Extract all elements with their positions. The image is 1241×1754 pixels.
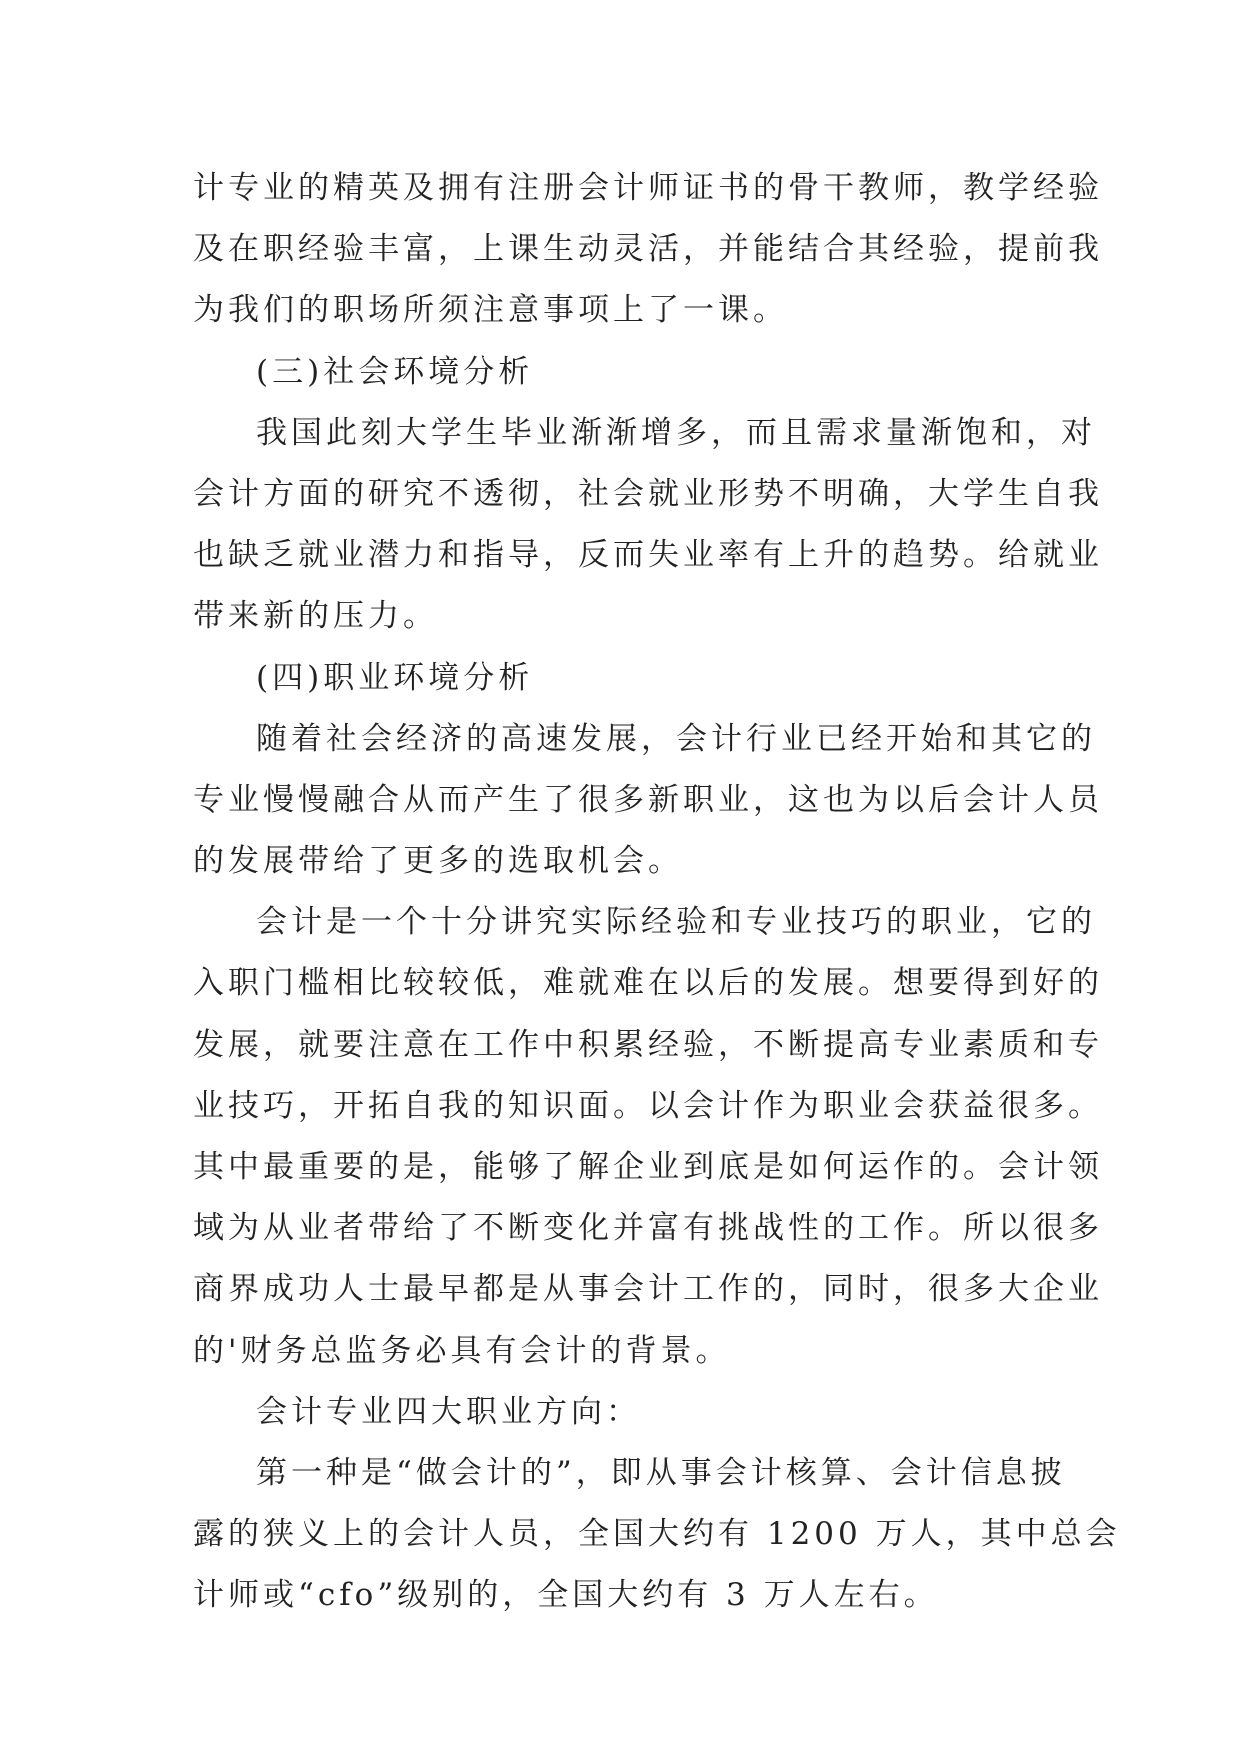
text-line: 第一种是“做会计的”，即从事会计核算、会计信息披 [256, 1454, 1066, 1491]
text-line: 会计是一个十分讲究实际经验和专业技巧的职业，它的 [256, 904, 1096, 941]
text-line: 计师或“cfo”级别的，全国大约有 3 万人左右。 [193, 1577, 939, 1614]
text-line: 其中最重要的是，能够了解企业到底是如何运作的。会计领 [193, 1149, 1103, 1185]
text-line: 计专业的精英及拥有注册会计师证书的骨干教师，教学经验 [193, 170, 1103, 206]
text-line: 的发展带给了更多的选取机会。 [193, 843, 683, 880]
text-line: 发展，就要注意在工作中积累经验，不断提高专业素质和专 [193, 1026, 1103, 1063]
text-line: 为我们的职场所须注意事项上了一课。 [193, 292, 788, 329]
text-line: 入职门槛相比较较低，难就难在以后的发展。想要得到好的 [193, 965, 1103, 1002]
text-line: 会计专业四大职业方向： [256, 1393, 641, 1430]
text-line: (三)社会环境分析 [256, 353, 534, 390]
text-line: 业技巧，开拓自我的知识面。以会计作为职业会获益很多。 [193, 1087, 1103, 1124]
document-body [193, 158, 1121, 1627]
text-line: 露的狭义上的会计人员，全国大约有 1200 万人，其中总会 [193, 1516, 1121, 1553]
text-line: 域为从业者带给了不断变化并富有挑战性的工作。所以很多 [193, 1210, 1103, 1247]
text-line: 的'财务总监务必具有会计的背景。 [193, 1332, 731, 1369]
text-line: 及在职经验丰富，上课生动灵活，并能结合其经验，提前我 [193, 231, 1103, 268]
text-line: 随着社会经济的高速发展，会计行业已经开始和其它的 [256, 720, 1096, 757]
text-line: 也缺乏就业潜力和指导，反而失业率有上升的趋势。给就业 [193, 537, 1103, 574]
text-line: 会计方面的研究不透彻，社会就业形势不明确，大学生自我 [193, 475, 1103, 512]
text-line: 带来新的压力。 [193, 598, 438, 635]
text-line: 专业慢慢融合从而产生了很多新职业，这也为以后会计人员 [193, 781, 1103, 818]
text-line: 商界成功人士最早都是从事会计工作的，同时，很多大企业 [193, 1271, 1103, 1308]
text-line: 我国此刻大学生毕业渐渐增多，而且需求量渐饱和，对 [256, 414, 1096, 451]
text-line: (四)职业环境分析 [256, 659, 534, 696]
